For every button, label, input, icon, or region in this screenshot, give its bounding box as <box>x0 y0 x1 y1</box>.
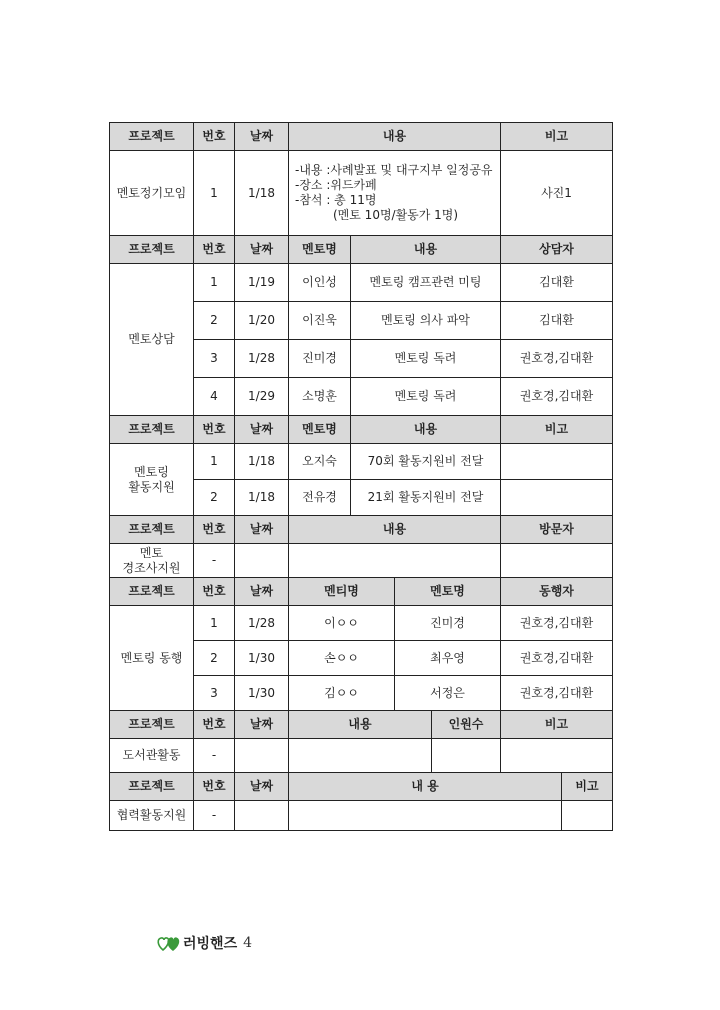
header-no: 번호 <box>194 773 235 801</box>
activity-report-table <box>109 122 612 831</box>
row-mentee: 이ㅇㅇ <box>289 606 395 641</box>
row-date: 1/19 <box>235 264 289 302</box>
row-no: - <box>194 739 235 773</box>
row-visitor <box>501 544 613 578</box>
header-project: 프로젝트 <box>110 711 194 739</box>
row-companion: 권호경,김대환 <box>501 606 613 641</box>
header-no: 번호 <box>194 416 235 444</box>
section-library <box>109 710 613 773</box>
header-date: 날짜 <box>235 416 289 444</box>
table-row <box>110 739 613 773</box>
row-date: 1/28 <box>235 606 289 641</box>
row-content: 멘토링 독려 <box>351 340 501 378</box>
header-content: 내용 <box>289 123 501 151</box>
row-date: 1/29 <box>235 378 289 416</box>
header-project: 프로젝트 <box>110 516 194 544</box>
project-name-line: 멘토 <box>139 545 164 560</box>
row-mentor: 오지숙 <box>289 444 351 480</box>
section-regular-meeting <box>109 122 613 236</box>
row-companion: 권호경,김대환 <box>501 641 613 676</box>
content-line: (멘토 10명/활동가 1명) <box>333 208 459 222</box>
header-no: 번호 <box>194 711 235 739</box>
section-mentor-counsel <box>109 235 613 416</box>
row-content <box>289 544 501 578</box>
header-content: 내용 <box>351 416 501 444</box>
logo-text: 러빙핸즈 <box>183 936 238 952</box>
header-mentor: 멘토명 <box>289 236 351 264</box>
header-date: 날짜 <box>235 711 289 739</box>
row-count <box>432 739 501 773</box>
header-mentee: 멘티명 <box>289 578 395 606</box>
section-condolence-support <box>109 515 613 578</box>
row-date: 1/18 <box>235 151 289 236</box>
section-activity-support <box>109 415 613 516</box>
header-project: 프로젝트 <box>110 236 194 264</box>
row-content <box>289 739 432 773</box>
row-no: 1 <box>194 444 235 480</box>
row-date: 1/18 <box>235 480 289 516</box>
row-date <box>235 739 289 773</box>
row-mentor: 이진욱 <box>289 302 351 340</box>
header-no: 번호 <box>194 516 235 544</box>
row-content: 21회 활동지원비 전달 <box>351 480 501 516</box>
table-row <box>110 544 613 578</box>
header-date: 날짜 <box>235 123 289 151</box>
row-date: 1/30 <box>235 676 289 711</box>
page-footer <box>156 932 252 954</box>
table-row <box>110 151 613 236</box>
row-mentor: 진미경 <box>395 606 501 641</box>
row-counselor: 권호경,김대환 <box>501 340 613 378</box>
header-date: 날짜 <box>235 578 289 606</box>
header-note: 비고 <box>501 123 613 151</box>
project-name: 멘토링 동행 <box>110 606 194 711</box>
row-note <box>562 801 613 831</box>
row-content: 멘토링 캠프관련 미팅 <box>351 264 501 302</box>
row-mentee: 김ㅇㅇ <box>289 676 395 711</box>
section-accompany <box>109 577 613 711</box>
row-no: 1 <box>194 264 235 302</box>
row-date: 1/30 <box>235 641 289 676</box>
project-name-line: 활동지원 <box>128 479 175 494</box>
row-counselor: 김대환 <box>501 302 613 340</box>
header-companion: 동행자 <box>501 578 613 606</box>
row-no: 1 <box>194 151 235 236</box>
content-line: -내용 :사례발표 및 대구지부 일정공유 <box>295 163 493 177</box>
header-project: 프로젝트 <box>110 416 194 444</box>
row-content <box>289 801 562 831</box>
table-row <box>110 606 613 641</box>
header-mentor: 멘토명 <box>395 578 501 606</box>
row-date: 1/18 <box>235 444 289 480</box>
header-date: 날짜 <box>235 516 289 544</box>
header-date: 날짜 <box>235 773 289 801</box>
row-counselor: 권호경,김대환 <box>501 378 613 416</box>
row-mentee: 손ㅇㅇ <box>289 641 395 676</box>
row-counselor: 김대환 <box>501 264 613 302</box>
row-mentor: 이인성 <box>289 264 351 302</box>
header-content: 내 용 <box>289 773 562 801</box>
row-content: 70회 활동지원비 전달 <box>351 444 501 480</box>
row-date <box>235 801 289 831</box>
row-companion: 권호경,김대환 <box>501 676 613 711</box>
row-no: 3 <box>194 676 235 711</box>
row-date <box>235 544 289 578</box>
header-project: 프로젝트 <box>110 123 194 151</box>
row-note <box>501 739 613 773</box>
header-project: 프로젝트 <box>110 773 194 801</box>
header-content: 내용 <box>351 236 501 264</box>
project-name-line: 멘토링 <box>134 464 169 479</box>
row-no: 2 <box>194 302 235 340</box>
row-content <box>289 151 501 236</box>
header-visitor: 방문자 <box>501 516 613 544</box>
row-mentor: 소명훈 <box>289 378 351 416</box>
row-no: 1 <box>194 606 235 641</box>
project-name-line: 경조사지원 <box>122 560 181 575</box>
content-line: -참석 : 총 11명 <box>295 193 377 207</box>
row-mentor: 최우영 <box>395 641 501 676</box>
project-name: 협력활동지원 <box>110 801 194 831</box>
row-mentor: 전유경 <box>289 480 351 516</box>
row-date: 1/20 <box>235 302 289 340</box>
header-note: 비고 <box>562 773 613 801</box>
header-no: 번호 <box>194 123 235 151</box>
row-no: - <box>194 801 235 831</box>
row-note: 사진1 <box>501 151 613 236</box>
project-name <box>110 544 194 578</box>
header-content: 내용 <box>289 711 432 739</box>
header-no: 번호 <box>194 578 235 606</box>
header-note: 비고 <box>501 416 613 444</box>
header-no: 번호 <box>194 236 235 264</box>
row-no: 2 <box>194 480 235 516</box>
table-row <box>110 264 613 302</box>
loving-hands-heart-icon <box>156 933 182 953</box>
row-content: 멘토링 독려 <box>351 378 501 416</box>
row-no: 2 <box>194 641 235 676</box>
header-project: 프로젝트 <box>110 578 194 606</box>
section-cooperation <box>109 772 613 831</box>
project-name: 멘토정기모임 <box>110 151 194 236</box>
table-row <box>110 801 613 831</box>
row-note <box>501 444 613 480</box>
row-date: 1/28 <box>235 340 289 378</box>
project-name <box>110 444 194 516</box>
row-mentor: 진미경 <box>289 340 351 378</box>
header-date: 날짜 <box>235 236 289 264</box>
page-number: 4 <box>243 935 253 951</box>
header-count: 인원수 <box>432 711 501 739</box>
content-line: -장소 :위드카페 <box>295 178 377 192</box>
row-content: 멘토링 의사 파악 <box>351 302 501 340</box>
row-no: - <box>194 544 235 578</box>
row-note <box>501 480 613 516</box>
table-row <box>110 444 613 480</box>
row-mentor: 서정은 <box>395 676 501 711</box>
row-no: 4 <box>194 378 235 416</box>
header-counselor: 상담자 <box>501 236 613 264</box>
project-name: 멘토상담 <box>110 264 194 416</box>
header-content: 내용 <box>289 516 501 544</box>
project-name: 도서관활동 <box>110 739 194 773</box>
header-mentor: 멘토명 <box>289 416 351 444</box>
row-no: 3 <box>194 340 235 378</box>
header-note: 비고 <box>501 711 613 739</box>
